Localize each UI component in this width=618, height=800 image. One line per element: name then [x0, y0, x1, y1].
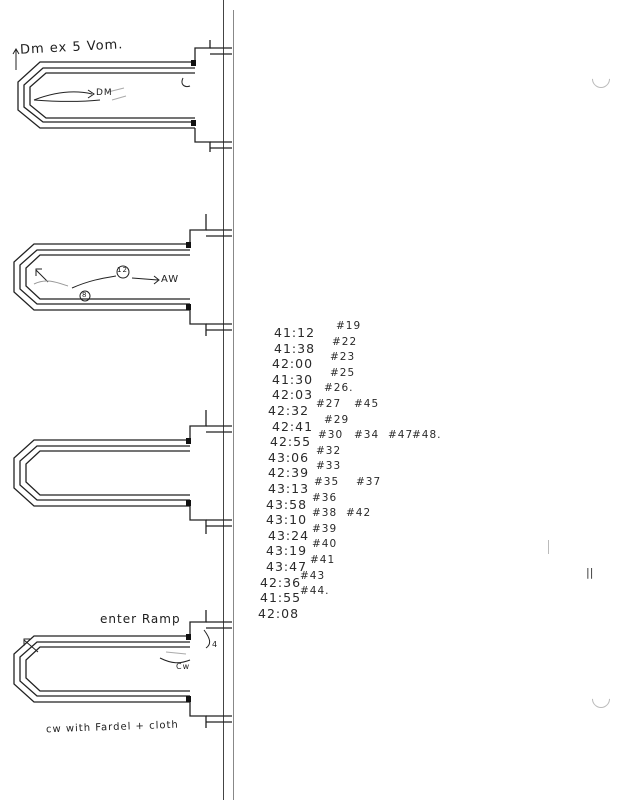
- cue-time: 43:19: [266, 543, 308, 559]
- stage-diagram-3: [0, 400, 240, 540]
- cue-time: 42:00: [272, 356, 314, 372]
- cue-number: #38: [312, 507, 338, 520]
- stage-diagram-1: [0, 37, 240, 160]
- binder-hole-top: [588, 66, 613, 91]
- cue-number: #34: [354, 429, 380, 442]
- cue-number: #32: [316, 444, 342, 457]
- ramp-tag: 4: [212, 640, 219, 649]
- cue-time: 42:41: [272, 418, 314, 434]
- stage-outline-2: [0, 212, 240, 342]
- binder-hole-bottom: [588, 686, 613, 711]
- cue-time: 42:32: [268, 403, 310, 418]
- cue-number: #36: [312, 491, 338, 504]
- cue-time: 41:12: [274, 325, 316, 340]
- cue-number: #30: [318, 429, 344, 442]
- bottom-note: cw with Fardel + cloth: [45, 719, 179, 736]
- stage-outline-3: [0, 400, 240, 540]
- cue-number: #45: [354, 398, 380, 410]
- right-margin-mark: ||: [586, 566, 594, 579]
- cue-number: #41: [310, 554, 336, 566]
- cue-number: #40: [312, 538, 338, 551]
- cue-time: 43:47: [266, 559, 308, 574]
- cue-number: #39: [312, 522, 338, 535]
- cue-number: #48.: [412, 429, 442, 442]
- cue-time: 43:13: [268, 481, 310, 496]
- cue-number: #42: [346, 507, 372, 520]
- cue-number: #47: [388, 429, 414, 442]
- cue-time: 41:38: [274, 340, 316, 356]
- cue-time: 43:06: [268, 449, 310, 465]
- cue-number: #33: [316, 460, 342, 473]
- cue-number: #27: [316, 398, 342, 410]
- cue-time: 43:10: [266, 512, 308, 528]
- circle-8-label: 8: [82, 291, 88, 299]
- cue-time: 43:58: [266, 496, 308, 512]
- cue-time: 41:55: [260, 590, 302, 606]
- cue-number: #37: [356, 476, 382, 488]
- cue-number: #44.: [300, 585, 330, 598]
- cue-number: #25: [330, 366, 356, 379]
- stage-diagram-2: [0, 212, 240, 342]
- cue-time: 42:03: [272, 387, 314, 403]
- binder-hole-middle: [548, 540, 551, 554]
- cue-row: [258, 603, 299, 622]
- cue-number: #22: [332, 335, 358, 348]
- stage-outline-1: [0, 40, 240, 160]
- ramp-small-note: Cw: [176, 662, 191, 671]
- cue-number: #19: [336, 320, 362, 332]
- cue-time: 42:39: [268, 465, 310, 481]
- cue-time: 42:08: [258, 605, 300, 621]
- enter-ramp-note: enter Ramp: [100, 612, 181, 626]
- cue-number: #35: [314, 476, 340, 488]
- note-title: Dm ex 5 Vom.: [19, 37, 124, 58]
- circle-12-label: 12: [117, 266, 128, 274]
- cue-number: #43: [300, 569, 326, 582]
- cue-number: #26.: [324, 382, 354, 395]
- cue-number: #29: [324, 413, 350, 426]
- cue-time: 42:36: [260, 574, 302, 590]
- dm-label: DM: [96, 88, 113, 98]
- aw-label: AW: [161, 274, 180, 285]
- cue-number: #23: [330, 351, 356, 364]
- cue-time: 41:30: [272, 371, 314, 387]
- cue-time: 43:24: [268, 527, 310, 543]
- cue-time: 42:55: [270, 434, 312, 450]
